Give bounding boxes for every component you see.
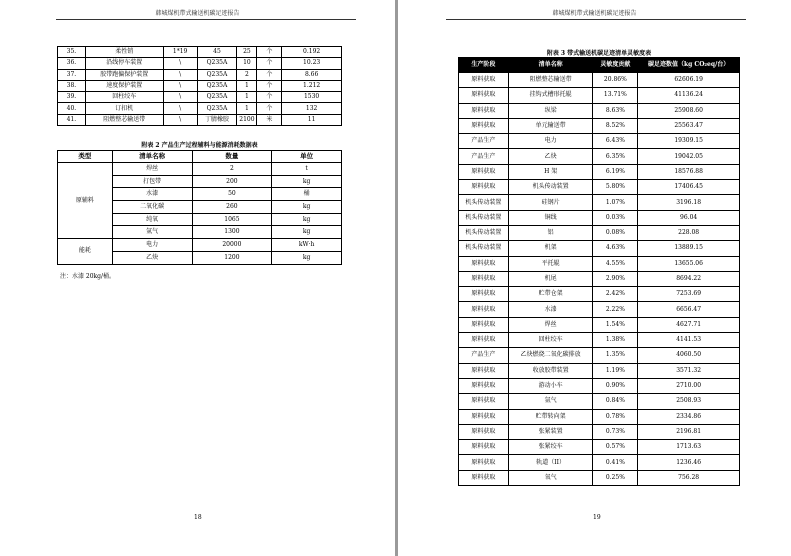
sensitivity-cell: 挂钩式槽形托辊: [508, 88, 593, 103]
parts-cell: 25: [237, 47, 257, 58]
sensitivity-cell: 铝: [508, 225, 593, 240]
parts-cell: 个: [257, 80, 282, 91]
parts-cell: 丁腈橡胶: [197, 114, 237, 125]
sensitivity-cell: 原料获取: [459, 88, 509, 103]
parts-cell: 1*19: [163, 47, 197, 58]
materials-cell: 1300: [192, 226, 272, 239]
parts-cell: 45: [197, 47, 237, 58]
sensitivity-cell: 乙炔: [508, 149, 593, 164]
parts-cell: Q235A: [197, 80, 237, 91]
sensitivity-cell: 19309.15: [638, 134, 740, 149]
parts-cell: 订扣机: [85, 103, 163, 114]
parts-cell: 米: [257, 114, 282, 125]
sensitivity-cell: 4141.53: [638, 333, 740, 348]
table-row: [459, 271, 740, 286]
sensitivity-cell: 纵梁: [508, 103, 593, 118]
table-row: [459, 149, 740, 164]
sensitivity-cell: 焊丝: [508, 317, 593, 332]
sensitivity-cell: 0.90%: [593, 378, 638, 393]
table-row: [459, 440, 740, 455]
sensitivity-cell: 张紧绞车: [508, 440, 593, 455]
sensitivity-cell: 原料获取: [459, 180, 509, 195]
materials-caption: 附表 2 产品生产过程辅料与能源消耗数据表: [141, 142, 258, 149]
sensitivity-cell: 6.19%: [593, 164, 638, 179]
header-rule-right: [446, 19, 746, 20]
sensitivity-cell: 原料获取: [459, 455, 509, 470]
materials-cell: 20000: [192, 239, 272, 252]
parts-cell: Q235A: [197, 103, 237, 114]
parts-cell: 个: [257, 103, 282, 114]
sensitivity-cell: 原料获取: [459, 287, 509, 302]
sensitivity-cell: 0.25%: [593, 470, 638, 485]
sensitivity-cell: 产品生产: [459, 348, 509, 363]
sensitivity-cell: 2.22%: [593, 302, 638, 317]
sensitivity-cell: 原料获取: [459, 103, 509, 118]
parts-cell: \: [163, 69, 197, 80]
materials-cell: kg: [272, 251, 342, 264]
table-row: [58, 69, 342, 80]
table-row: [459, 394, 740, 409]
parts-cell: 个: [257, 69, 282, 80]
table-row: [459, 164, 740, 179]
parts-cell: 速度保护装置: [85, 80, 163, 91]
sensitivity-cell: 机头传动装置: [459, 241, 509, 256]
sensitivity-cell: 4060.50: [638, 348, 740, 363]
materials-cell: kg: [272, 226, 342, 239]
parts-cell: Q235A: [197, 69, 237, 80]
parts-cell: 1530: [282, 92, 342, 103]
sensitivity-cell: 6656.47: [638, 302, 740, 317]
sensitivity-cell: 原料获取: [459, 256, 509, 271]
table-row: [459, 363, 740, 378]
parts-cell: 1.212: [282, 80, 342, 91]
parts-cell: 41.: [58, 114, 86, 125]
table-row: [459, 333, 740, 348]
sensitivity-header-row: [459, 58, 740, 73]
sensitivity-cell: 原料获取: [459, 378, 509, 393]
sensitivity-cell: 平托辊: [508, 256, 593, 271]
sensitivity-cell: 0.84%: [593, 394, 638, 409]
sensitivity-cell: 17406.45: [638, 180, 740, 195]
parts-cell: 2: [237, 69, 257, 80]
sensitivity-cell: 原料获取: [459, 73, 509, 88]
materials-header-cell: 单位: [272, 151, 342, 163]
sensitivity-cell: 张紧装置: [508, 424, 593, 439]
materials-cell: 1065: [192, 213, 272, 226]
sensitivity-cell: 机头传动装置: [459, 195, 509, 210]
table-row: [459, 103, 740, 118]
materials-cell: kg: [272, 213, 342, 226]
sensitivity-cell: 原料获取: [459, 394, 509, 409]
parts-cell: \: [163, 114, 197, 125]
sensitivity-cell: 13889.15: [638, 241, 740, 256]
sensitivity-cell: 原料获取: [459, 363, 509, 378]
sensitivity-cell: 13655.06: [638, 256, 740, 271]
table-row: [459, 225, 740, 240]
parts-cell: 10: [237, 58, 257, 69]
sensitivity-cell: 0.78%: [593, 409, 638, 424]
sensitivity-cell: 氩气: [508, 394, 593, 409]
materials-cell: kW·h: [272, 239, 342, 252]
materials-cell: kg: [272, 201, 342, 214]
materials-cell: 打包带: [112, 175, 192, 188]
sensitivity-cell: 原料获取: [459, 333, 509, 348]
sensitivity-cell: 2334.86: [638, 409, 740, 424]
materials-cell: 氩气: [112, 226, 192, 239]
parts-cell: 40.: [58, 103, 86, 114]
sensitivity-cell: 18576.88: [638, 164, 740, 179]
sensitivity-cell: 1.19%: [593, 363, 638, 378]
table-row: [459, 378, 740, 393]
parts-cell: \: [163, 58, 197, 69]
table-row: [459, 470, 740, 485]
parts-cell: 35.: [58, 47, 86, 58]
sensitivity-cell: 0.03%: [593, 210, 638, 225]
materials-cell: t: [272, 163, 342, 176]
sensitivity-cell: 阻燃整芯输送带: [508, 73, 593, 88]
parts-cell: 1: [237, 80, 257, 91]
materials-cell: 水漆: [112, 188, 192, 201]
materials-table: [57, 150, 342, 265]
page-left: [0, 0, 395, 556]
sensitivity-caption: 附表 3 带式输送机碳足迹清单灵敏度表: [546, 50, 652, 57]
sensitivity-cell: 单元输送带: [508, 118, 593, 133]
materials-cell: kg: [272, 175, 342, 188]
table-row: [58, 80, 342, 91]
sensitivity-cell: 2.90%: [593, 271, 638, 286]
parts-cell: 回柱绞车: [85, 92, 163, 103]
sensitivity-header-cell: 清单名称: [508, 58, 593, 73]
sensitivity-cell: 原料获取: [459, 424, 509, 439]
table-row: [459, 195, 740, 210]
parts-cell: 1: [237, 92, 257, 103]
sensitivity-cell: 1.54%: [593, 317, 638, 332]
sensitivity-cell: 轨道（II）: [508, 455, 593, 470]
parts-cell: 37.: [58, 69, 86, 80]
sensitivity-cell: 贮带仓架: [508, 287, 593, 302]
sensitivity-cell: 1236.46: [638, 455, 740, 470]
materials-cell: 260: [192, 201, 272, 214]
page-right: [398, 0, 791, 556]
sensitivity-cell: 4627.71: [638, 317, 740, 332]
materials-category-cell: 能耗: [58, 239, 113, 264]
page-number-right: 19: [593, 514, 601, 521]
sensitivity-cell: 62606.19: [638, 73, 740, 88]
header-title-right: 韩城煤机带式输送机碳足迹报告: [552, 10, 637, 17]
materials-cell: 二氧化碳: [112, 201, 192, 214]
sensitivity-cell: 原料获取: [459, 302, 509, 317]
table-row: [459, 180, 740, 195]
header-rule-left: [56, 19, 356, 20]
sensitivity-cell: 4.55%: [593, 256, 638, 271]
sensitivity-cell: 氧气: [508, 470, 593, 485]
materials-header-row: [58, 151, 342, 163]
sensitivity-cell: 6.35%: [593, 149, 638, 164]
sensitivity-cell: 原料获取: [459, 470, 509, 485]
sensitivity-cell: 0.08%: [593, 225, 638, 240]
parts-cell: 8.66: [282, 69, 342, 80]
sensitivity-cell: H 架: [508, 164, 593, 179]
sensitivity-cell: 4.63%: [593, 241, 638, 256]
materials-header-cell: 数量: [192, 151, 272, 163]
materials-note: 注：水漆 20kg/桶。: [60, 273, 116, 280]
sensitivity-cell: 5.80%: [593, 180, 638, 195]
sensitivity-cell: 8.63%: [593, 103, 638, 118]
table-row: [459, 241, 740, 256]
materials-cell: 200: [192, 175, 272, 188]
table-row: [58, 103, 342, 114]
table-row: [58, 163, 342, 176]
sensitivity-cell: 2196.81: [638, 424, 740, 439]
sensitivity-cell: 原料获取: [459, 164, 509, 179]
sensitivity-cell: 3571.32: [638, 363, 740, 378]
sensitivity-cell: 0.57%: [593, 440, 638, 455]
sensitivity-cell: 8694.22: [638, 271, 740, 286]
header-title-left: 韩城煤机带式输送机碳足迹报告: [155, 10, 240, 17]
table-row: [459, 88, 740, 103]
sensitivity-cell: 19042.05: [638, 149, 740, 164]
materials-cell: 50: [192, 188, 272, 201]
parts-cell: 阻燃整芯输送带: [85, 114, 163, 125]
table-row: [459, 134, 740, 149]
sensitivity-cell: 1.38%: [593, 333, 638, 348]
sensitivity-cell: 96.04: [638, 210, 740, 225]
sensitivity-cell: 硅钢片: [508, 195, 593, 210]
table-row: [58, 92, 342, 103]
sensitivity-cell: 3196.18: [638, 195, 740, 210]
materials-category-cell: 原辅料: [58, 163, 113, 239]
materials-cell: 纯氧: [112, 213, 192, 226]
sensitivity-cell: 收放胶带装置: [508, 363, 593, 378]
page-number-left: 18: [194, 514, 202, 521]
parts-cell: 柔性销: [85, 47, 163, 58]
materials-cell: 2: [192, 163, 272, 176]
table-row: [459, 210, 740, 225]
table-row: [58, 239, 342, 252]
table-row: [459, 73, 740, 88]
parts-cell: 10.23: [282, 58, 342, 69]
materials-cell: 1200: [192, 251, 272, 264]
parts-cell: 1: [237, 103, 257, 114]
sensitivity-cell: 机架: [508, 241, 593, 256]
parts-cell: 38.: [58, 80, 86, 91]
table-row: [459, 424, 740, 439]
sensitivity-cell: 20.86%: [593, 73, 638, 88]
sensitivity-header-cell: 生产阶段: [459, 58, 509, 73]
parts-cell: Q235A: [197, 58, 237, 69]
sensitivity-header-cell: 灵敏度贡献: [593, 58, 638, 73]
table-row: [459, 409, 740, 424]
parts-cell: 39.: [58, 92, 86, 103]
parts-cell: 11: [282, 114, 342, 125]
table-row: [459, 455, 740, 470]
parts-cell: \: [163, 103, 197, 114]
parts-cell: Q235A: [197, 92, 237, 103]
sensitivity-cell: 2.42%: [593, 287, 638, 302]
parts-cell: 2100: [237, 114, 257, 125]
sensitivity-cell: 1713.63: [638, 440, 740, 455]
sensitivity-cell: 回柱绞车: [508, 333, 593, 348]
sensitivity-cell: 8.52%: [593, 118, 638, 133]
sensitivity-cell: 13.71%: [593, 88, 638, 103]
sensitivity-cell: 铜线: [508, 210, 593, 225]
table-row: [459, 302, 740, 317]
table-row: [459, 256, 740, 271]
table-row: [459, 348, 740, 363]
sensitivity-cell: 1.07%: [593, 195, 638, 210]
sensitivity-cell: 原料获取: [459, 409, 509, 424]
table-row: [58, 58, 342, 69]
sensitivity-cell: 乙炔燃烧二氧化碳排放: [508, 348, 593, 363]
sensitivity-header-cell: 碳足迹数值（kg CO₂eq/台）: [638, 58, 740, 73]
sensitivity-cell: 水漆: [508, 302, 593, 317]
sensitivity-cell: 机头传动装置: [508, 180, 593, 195]
materials-cell: 焊丝: [112, 163, 192, 176]
sensitivity-cell: 2710.00: [638, 378, 740, 393]
parts-cell: 胶带跑偏保护装置: [85, 69, 163, 80]
parts-cell: 36.: [58, 58, 86, 69]
sensitivity-cell: 2508.93: [638, 394, 740, 409]
sensitivity-cell: 贮带转向架: [508, 409, 593, 424]
materials-cell: 电力: [112, 239, 192, 252]
sensitivity-cell: 机头传动装置: [459, 210, 509, 225]
table-row: [58, 47, 342, 58]
sensitivity-cell: 产品生产: [459, 134, 509, 149]
sensitivity-cell: 25563.47: [638, 118, 740, 133]
sensitivity-cell: 0.41%: [593, 455, 638, 470]
sensitivity-cell: 原料获取: [459, 271, 509, 286]
sensitivity-cell: 25908.60: [638, 103, 740, 118]
sensitivity-cell: 机头传动装置: [459, 225, 509, 240]
sensitivity-cell: 1.35%: [593, 348, 638, 363]
sensitivity-cell: 机尾: [508, 271, 593, 286]
parts-cell: 0.192: [282, 47, 342, 58]
parts-cell: 个: [257, 58, 282, 69]
parts-cell: 个: [257, 47, 282, 58]
parts-cell: 个: [257, 92, 282, 103]
sensitivity-cell: 41136.24: [638, 88, 740, 103]
table-row: [58, 114, 342, 125]
sensitivity-cell: 原料获取: [459, 317, 509, 332]
sensitivity-cell: 电力: [508, 134, 593, 149]
table-row: [459, 287, 740, 302]
parts-cell: \: [163, 80, 197, 91]
parts-table: [57, 46, 342, 126]
sensitivity-cell: 原料获取: [459, 118, 509, 133]
sensitivity-cell: 产品生产: [459, 149, 509, 164]
parts-cell: 132: [282, 103, 342, 114]
parts-cell: 沿线停车装置: [85, 58, 163, 69]
parts-cell: \: [163, 92, 197, 103]
sensitivity-cell: 756.28: [638, 470, 740, 485]
sensitivity-cell: 游动小车: [508, 378, 593, 393]
sensitivity-cell: 0.73%: [593, 424, 638, 439]
materials-header-cell: 清单名称: [112, 151, 192, 163]
sensitivity-cell: 7253.69: [638, 287, 740, 302]
table-row: [459, 118, 740, 133]
sensitivity-cell: 原料获取: [459, 440, 509, 455]
materials-cell: 桶: [272, 188, 342, 201]
sensitivity-cell: 228.08: [638, 225, 740, 240]
sensitivity-cell: 6.43%: [593, 134, 638, 149]
table-row: [459, 317, 740, 332]
materials-cell: 乙炔: [112, 251, 192, 264]
materials-header-cell: 类型: [58, 151, 113, 163]
sensitivity-table: [458, 57, 740, 486]
